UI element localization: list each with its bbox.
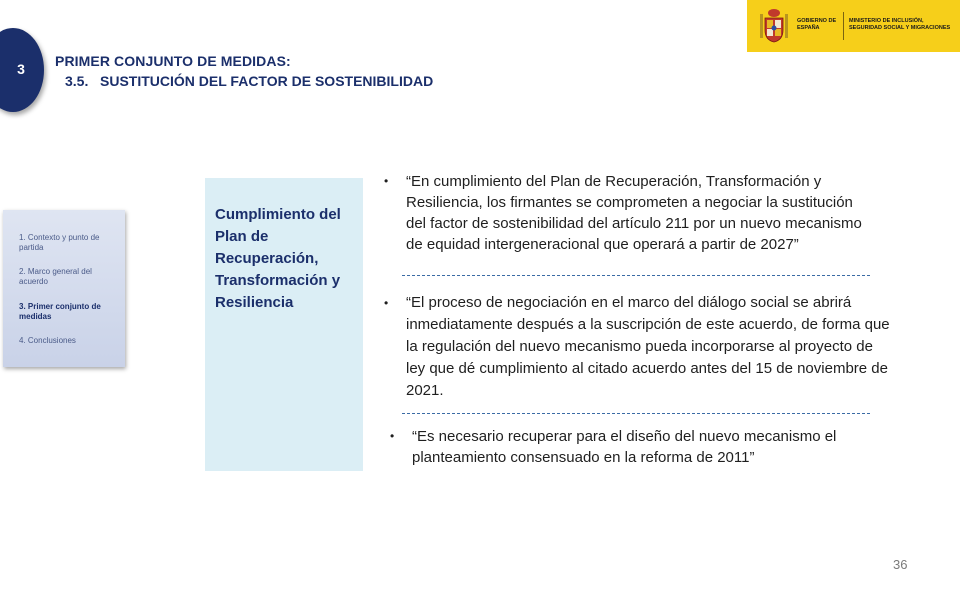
coat-of-arms-icon xyxy=(757,8,791,44)
bullet-dot: • xyxy=(384,174,389,188)
dashed-divider xyxy=(402,413,870,414)
bullet-item xyxy=(384,292,894,402)
page-number: 36 xyxy=(893,557,908,572)
page-subtitle: 3.5. SUSTITUCIÓN DEL FACTOR DE SOSTENIBILIDAD xyxy=(65,73,434,89)
ministerio-label: MINISTERIO DE INCLUSIÓN, SEGURIDAD SOCIAL Y MIGRACIONES xyxy=(849,18,951,31)
bullet-dot: • xyxy=(390,429,395,443)
nav-item-contexto[interactable]: 1. Contexto y punto de partida xyxy=(19,233,100,252)
bullet-text: “En cumplimiento del Plan de Recuperación, Transformación y Resiliencia, los firmantes se comprometen a negociar la sustitución del factor de sostenibilidad del artículo 211 por un nuevo mecanismo de equidad intergeneracional que operará a partir de 2027” xyxy=(406,173,862,253)
topic-label: Cumplimiento del Plan de Recuperación, Transformación y Resiliencia xyxy=(215,206,341,311)
nav-item-marco[interactable]: 2. Marco general del acuerdo xyxy=(19,267,92,286)
section-number: 3 xyxy=(17,61,25,77)
gobierno-label: GOBIERNO DE ESPAÑA xyxy=(797,18,837,31)
nav-item-conclusiones[interactable]: 4. Conclusiones xyxy=(19,336,76,345)
topic-panel xyxy=(205,178,363,471)
bullet-text: “El proceso de negociación en el marco del diálogo social se abrirá inmediatamente después a la suscripción de este acuerdo, de forma que la regulación del nuevo mecanismo pueda incorporarse al proyecto de ley que dé cumplimiento al citado acuerdo antes del 15 de noviembre de 2021. xyxy=(406,294,890,399)
banner-divider xyxy=(843,12,844,40)
dashed-divider xyxy=(402,275,870,276)
bullet-dot: • xyxy=(384,296,389,310)
bullet-text: “Es necesario recuperar para el diseño del nuevo mecanismo el planteamiento consensuado en la reforma de 2011” xyxy=(412,428,837,466)
page-title: PRIMER CONJUNTO DE MEDIDAS: xyxy=(55,53,291,69)
bullet-item xyxy=(384,171,876,255)
government-banner xyxy=(747,0,960,52)
nav-item-primer-conjunto[interactable]: 3. Primer conjunto de medidas xyxy=(19,302,101,321)
bullet-item xyxy=(390,426,862,468)
agenda-nav xyxy=(3,210,125,367)
